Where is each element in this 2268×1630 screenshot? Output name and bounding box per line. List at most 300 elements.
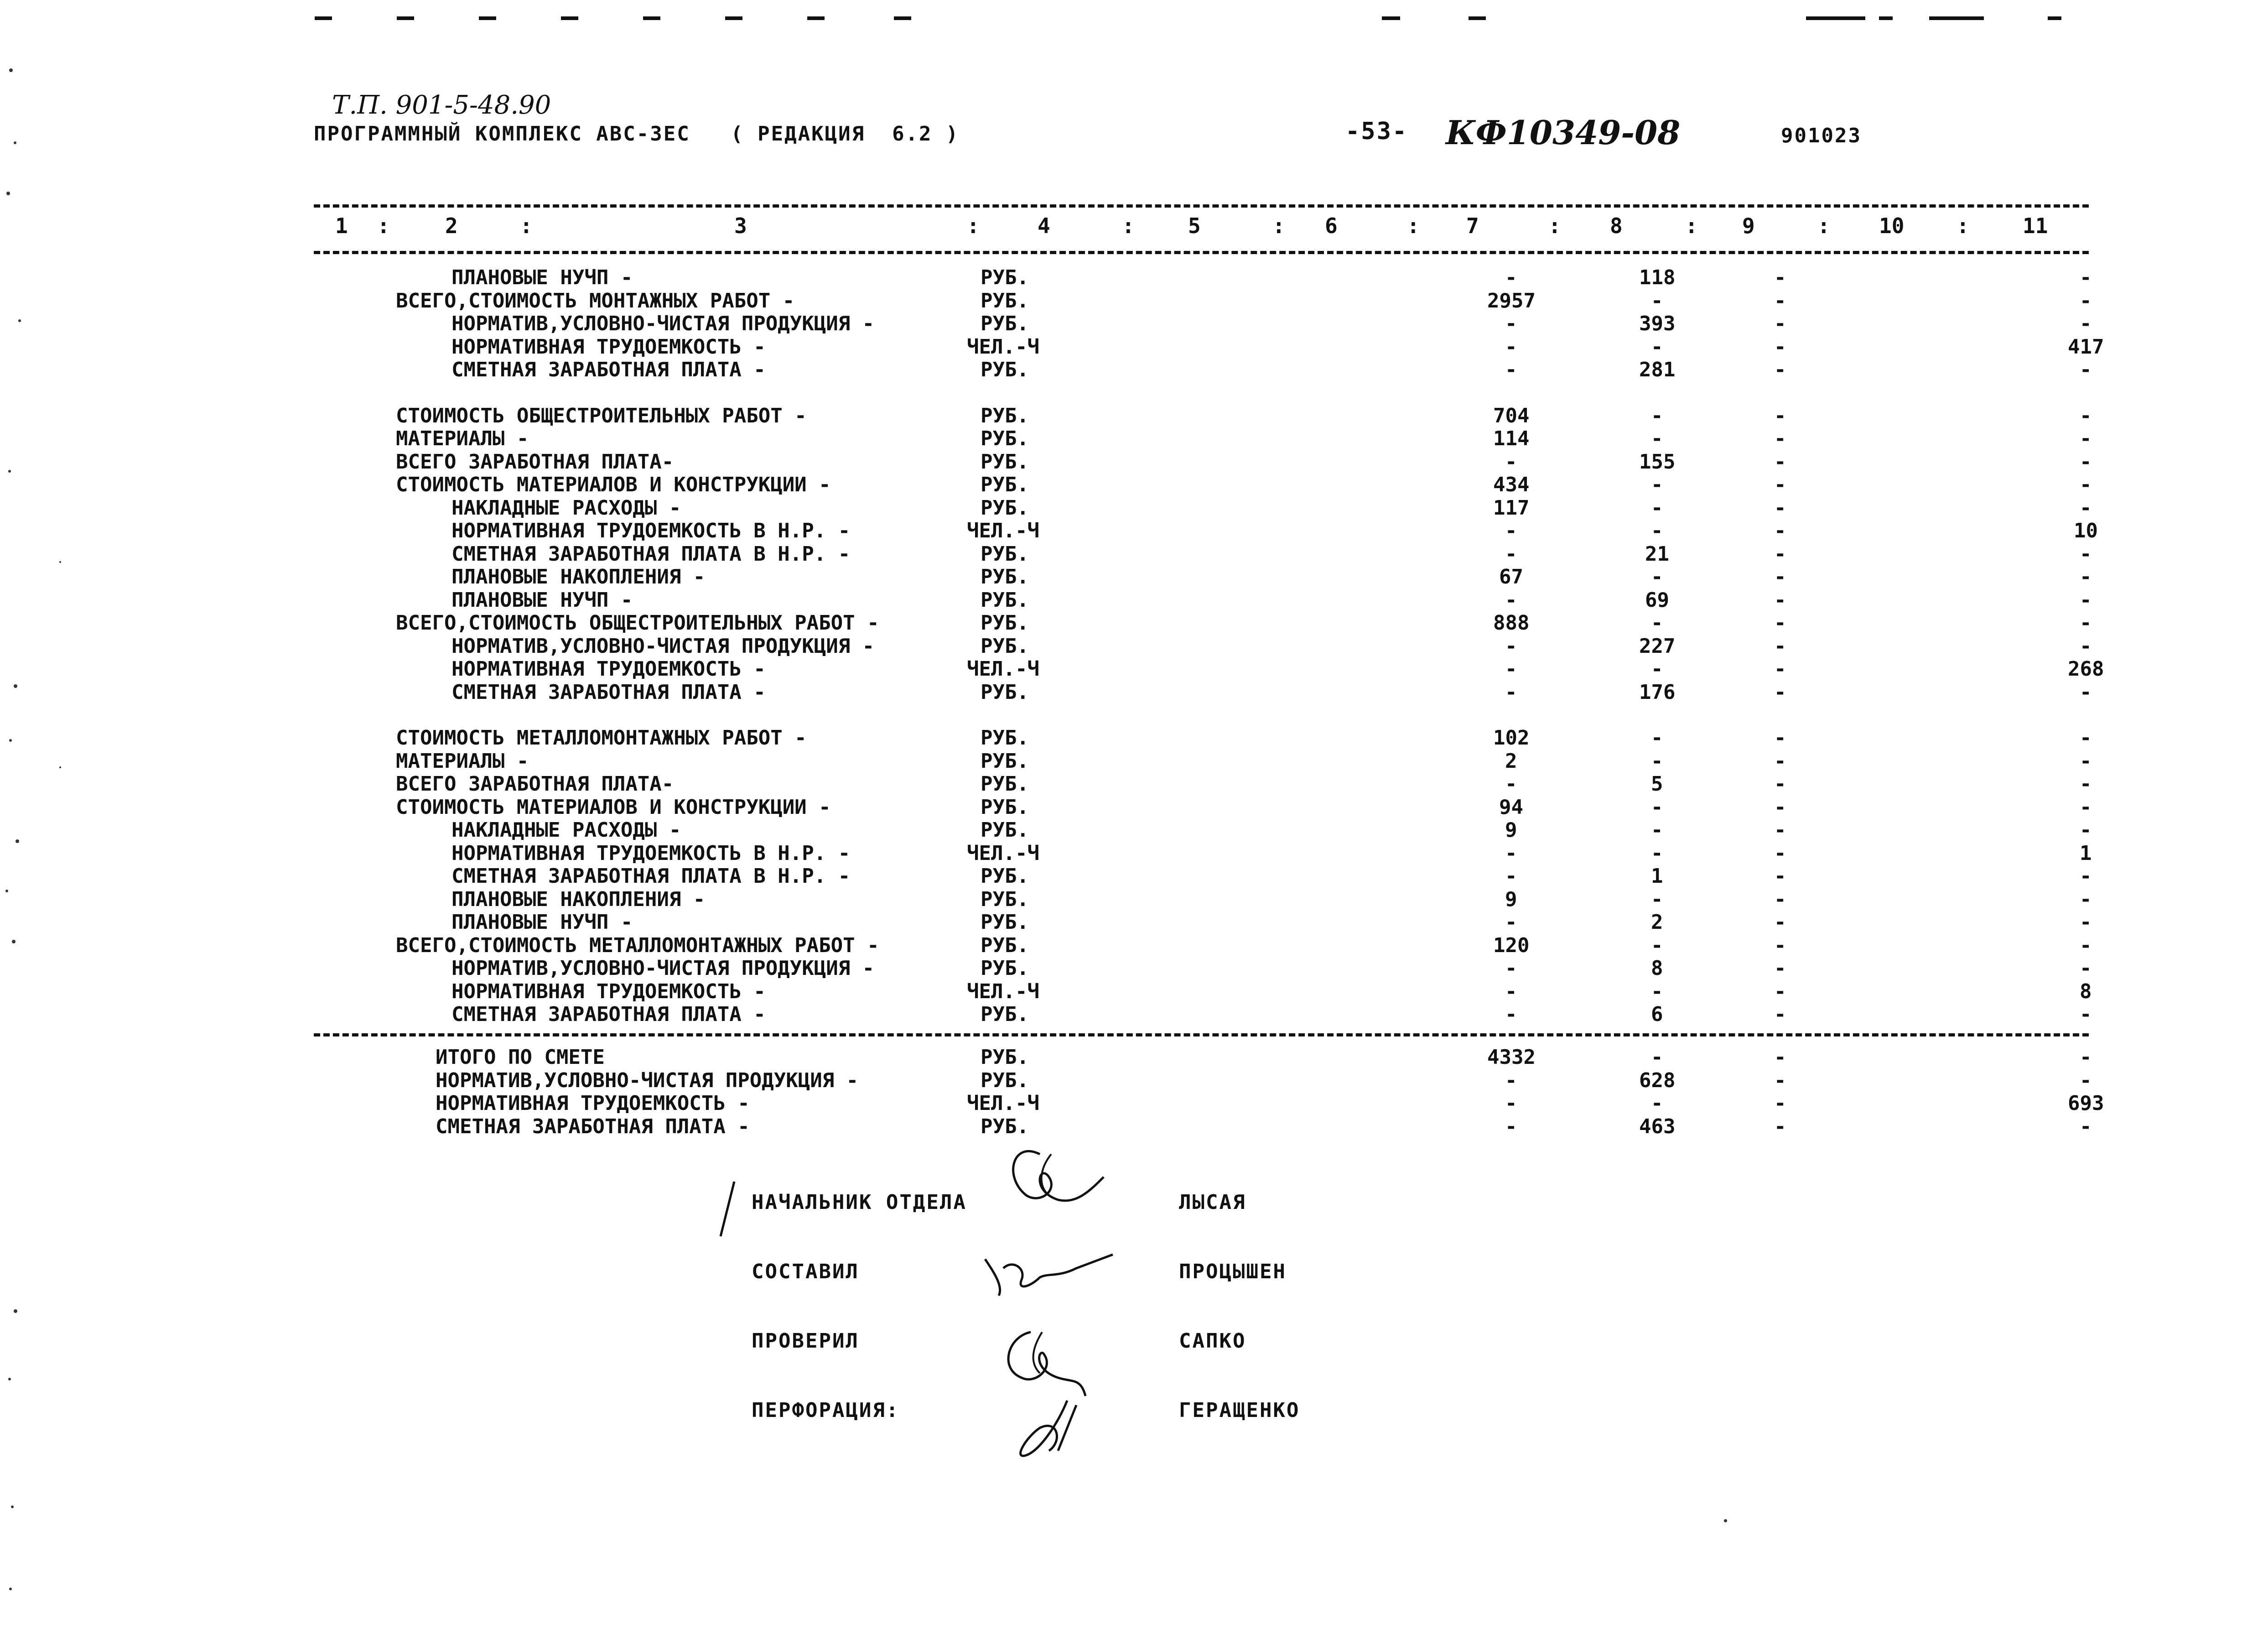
cell-col11: 268 [2068, 657, 2104, 681]
cell-col7: 9 [1505, 888, 1517, 911]
cell-col9: - [1774, 312, 1786, 335]
row-unit: РУБ. [981, 726, 1029, 750]
totals-label: НОРМАТИВ,УСЛОВНО-ЧИСТАЯ ПРОДУКЦИЯ - [436, 1069, 859, 1092]
cell-col7: - [1505, 450, 1517, 474]
cell-col9: - [1774, 473, 1786, 496]
row-unit: РУБ. [981, 588, 1029, 612]
cell-col7: - [1505, 957, 1517, 980]
cell-col11: - [2080, 289, 2092, 312]
cell-col8: - [1651, 289, 1663, 312]
cell-col11: - [2080, 312, 2092, 335]
row-unit: РУБ. [981, 911, 1029, 934]
cell-col11: - [2080, 750, 2092, 773]
cell-col8: - [1651, 427, 1663, 450]
totals-unit: РУБ. [981, 1046, 1029, 1069]
cell-col7: - [1505, 588, 1517, 612]
cell-col8: - [1651, 611, 1663, 635]
table-row [0, 289, 2268, 312]
perforation-dash [1879, 16, 1893, 20]
row-label: ВСЕГО,СТОИМОСТЬ ОБЩЕСТРОИТЕЛЬНЫХ РАБОТ - [396, 611, 879, 635]
perforation-dash [1806, 16, 1865, 20]
cell-col8: - [1651, 980, 1663, 1003]
row-unit: РУБ. [981, 358, 1029, 381]
cell-col11: - [2080, 450, 2092, 474]
row-unit: РУБ. [981, 427, 1029, 450]
cell-col7: 114 [1493, 427, 1530, 450]
row-unit: РУБ. [981, 888, 1029, 911]
row-label: СМЕТНАЯ ЗАРАБОТНАЯ ПЛАТА - [452, 1003, 766, 1026]
row-label: НАКЛАДНЫЕ РАСХОДЫ - [452, 818, 681, 842]
cell-col9: - [1774, 519, 1786, 542]
cell-col8: 628 [1639, 1069, 1676, 1092]
row-unit: ЧЕЛ.-Ч [967, 980, 1039, 1003]
table-row [0, 427, 2268, 450]
cell-col11: - [2080, 934, 2092, 957]
cell-col7: 94 [1499, 796, 1523, 819]
column-separator: : [1548, 214, 1561, 238]
column-separator: : [1272, 214, 1285, 238]
row-label: ВСЕГО,СТОИМОСТЬ МОНТАЖНЫХ РАБОТ - [396, 289, 795, 312]
column-header-7: 7 [1466, 214, 1479, 238]
cell-col7: - [1505, 266, 1517, 289]
signature-role: СОСТАВИЛ [752, 1260, 859, 1283]
cell-col7: - [1505, 980, 1517, 1003]
row-label: НАКЛАДНЫЕ РАСХОДЫ - [452, 496, 681, 520]
table-row [0, 726, 2268, 749]
column-separator: : [1122, 214, 1135, 238]
cell-col8: - [1651, 335, 1663, 359]
cell-col7: 888 [1493, 611, 1530, 635]
cell-col11: - [2080, 864, 2092, 888]
cell-col9: - [1774, 911, 1786, 934]
row-label: НОРМАТИВ,УСЛОВНО-ЧИСТАЯ ПРОДУКЦИЯ - [452, 957, 875, 980]
column-separator: : [1817, 214, 1830, 238]
totals-row [0, 1046, 2268, 1068]
cell-col9: - [1774, 1046, 1786, 1069]
cell-col7: 4332 [1487, 1046, 1536, 1069]
row-label: ПЛАНОВЫЕ НАКОПЛЕНИЯ - [452, 565, 706, 588]
column-header-11: 11 [2023, 214, 2048, 238]
perforation-dash [1929, 16, 1970, 20]
row-unit: ЧЕЛ.-Ч [967, 657, 1039, 681]
cell-col9: - [1774, 542, 1786, 566]
cell-col9: - [1774, 864, 1786, 888]
cell-col8: 5 [1651, 772, 1663, 796]
table-row [0, 450, 2268, 473]
cell-col9: - [1774, 335, 1786, 359]
speck [14, 141, 16, 144]
perforation-dash [807, 16, 825, 20]
cell-col11: - [2080, 611, 2092, 635]
row-unit: ЧЕЛ.-Ч [967, 842, 1039, 865]
row-label: ПЛАНОВЫЕ НУЧП - [452, 911, 633, 934]
cell-col8: 176 [1639, 681, 1676, 704]
page-number: -53- [1345, 118, 1408, 145]
cell-col8: 8 [1651, 957, 1663, 980]
column-header-10: 10 [1879, 214, 1905, 238]
perforation-dash [561, 16, 578, 20]
speck [14, 1309, 17, 1313]
handwritten-project-code: Т.П. 901-5-48.90 [332, 90, 551, 120]
perforation-dash [725, 16, 742, 20]
cell-col8: - [1651, 473, 1663, 496]
cell-col8: - [1651, 750, 1663, 773]
column-header-9: 9 [1742, 214, 1755, 238]
cell-col8: - [1651, 1046, 1663, 1069]
row-label: МАТЕРИАЛЫ - [396, 427, 529, 450]
table-row [0, 519, 2268, 542]
cell-col8: - [1651, 888, 1663, 911]
cell-col8: - [1651, 404, 1663, 427]
row-unit: РУБ. [981, 957, 1029, 980]
row-unit: РУБ. [981, 266, 1029, 289]
cell-col8: 21 [1645, 542, 1669, 566]
handwritten-document-number: КФ10349-08 [1446, 113, 1681, 152]
cell-col9: - [1774, 289, 1786, 312]
column-separator: : [1685, 214, 1698, 238]
cell-col8: 118 [1639, 266, 1676, 289]
totals-unit: РУБ. [981, 1115, 1029, 1138]
signature-name: САПКО [1179, 1329, 1246, 1353]
perforation-dash [479, 16, 496, 20]
table-row [0, 657, 2268, 680]
cell-col8: 6 [1651, 1003, 1663, 1026]
perforation-dash [397, 16, 414, 20]
table-row [0, 957, 2268, 979]
cell-col11: 10 [2074, 519, 2098, 542]
row-unit: РУБ. [981, 565, 1029, 588]
row-label: ПЛАНОВЫЕ НУЧП - [452, 588, 633, 612]
cell-col9: - [1774, 496, 1786, 520]
row-label: НОРМАТИВ,УСЛОВНО-ЧИСТАЯ ПРОДУКЦИЯ - [452, 312, 875, 335]
table-top-rule [314, 204, 2089, 208]
row-unit: РУБ. [981, 635, 1029, 658]
cell-col7: - [1505, 519, 1517, 542]
table-row [0, 565, 2268, 588]
cell-col7: - [1505, 1003, 1517, 1026]
row-unit: РУБ. [981, 289, 1029, 312]
table-row [0, 473, 2268, 496]
cell-col11: - [2080, 888, 2092, 911]
cell-col9: - [1774, 427, 1786, 450]
cell-col8: 227 [1639, 635, 1676, 658]
cell-col11: - [2080, 1115, 2092, 1138]
table-row [0, 934, 2268, 957]
cell-col8: 1 [1651, 864, 1663, 888]
cell-col11: - [2080, 496, 2092, 520]
row-label: ПЛАНОВЫЕ НАКОПЛЕНИЯ - [452, 888, 706, 911]
row-label: СТОИМОСТЬ МЕТАЛЛОМОНТАЖНЫХ РАБОТ - [396, 726, 807, 750]
cell-col9: - [1774, 934, 1786, 957]
table-row [0, 980, 2268, 1003]
cell-col11: - [2080, 542, 2092, 566]
cell-col8: - [1651, 934, 1663, 957]
cell-col11: 417 [2068, 335, 2104, 359]
table-row [0, 358, 2268, 381]
row-unit: РУБ. [981, 404, 1029, 427]
totals-row [0, 1092, 2268, 1114]
row-unit: РУБ. [981, 542, 1029, 566]
column-header-4: 4 [1038, 214, 1050, 238]
signature-name: ГЕРАЩЕНКО [1179, 1399, 1300, 1422]
row-unit: РУБ. [981, 796, 1029, 819]
signature-role: НАЧАЛЬНИК ОТДЕЛА [752, 1191, 967, 1214]
cell-col8: - [1651, 565, 1663, 588]
cell-col7: - [1505, 1092, 1517, 1115]
table-row [0, 864, 2268, 887]
table-row [0, 842, 2268, 864]
row-unit: РУБ. [981, 772, 1029, 796]
cell-col7: 2957 [1487, 289, 1536, 312]
table-row [0, 542, 2268, 565]
date-code: 901023 [1781, 124, 1862, 147]
cell-col9: - [1774, 1003, 1786, 1026]
table-totals-rule [314, 1033, 2089, 1036]
row-label: НОРМАТИВНАЯ ТРУДОЕМКОСТЬ - [452, 657, 766, 681]
perforation-dash [315, 16, 332, 20]
cell-col9: - [1774, 1092, 1786, 1115]
row-label: НОРМАТИВ,УСЛОВНО-ЧИСТАЯ ПРОДУКЦИЯ - [452, 635, 875, 658]
cell-col11: - [2080, 818, 2092, 842]
cell-col9: - [1774, 450, 1786, 474]
row-label: НОРМАТИВНАЯ ТРУДОЕМКОСТЬ В Н.Р. - [452, 519, 851, 542]
cell-col7: - [1505, 772, 1517, 796]
cell-col11: - [2080, 681, 2092, 704]
cell-col8: 2 [1651, 911, 1663, 934]
signature-role: ПЕРФОРАЦИЯ: [752, 1399, 900, 1422]
row-unit: РУБ. [981, 496, 1029, 520]
cell-col7: - [1505, 1069, 1517, 1092]
cell-col9: - [1774, 980, 1786, 1003]
cell-col11: - [2080, 266, 2092, 289]
cell-col7: 704 [1493, 404, 1530, 427]
cell-col7: - [1505, 312, 1517, 335]
table-row [0, 796, 2268, 818]
row-unit: РУБ. [981, 312, 1029, 335]
cell-col11: - [2080, 796, 2092, 819]
cell-col11: - [2080, 1069, 2092, 1092]
table-row [0, 266, 2268, 289]
cell-col7: - [1505, 542, 1517, 566]
row-unit: РУБ. [981, 864, 1029, 888]
speck [8, 1378, 11, 1380]
speck [9, 1588, 12, 1590]
row-label: ПЛАНОВЫЕ НУЧП - [452, 266, 633, 289]
cell-col9: - [1774, 588, 1786, 612]
perforation-dash [2048, 16, 2061, 20]
row-unit: РУБ. [981, 681, 1029, 704]
cell-col9: - [1774, 957, 1786, 980]
cell-col9: - [1774, 750, 1786, 773]
row-label: ВСЕГО ЗАРАБОТНАЯ ПЛАТА- [396, 772, 674, 796]
cell-col8: 69 [1645, 588, 1669, 612]
signature-name: ПРОЦЫШЕН [1179, 1260, 1287, 1283]
table-row [0, 611, 2268, 634]
row-label: СМЕТНАЯ ЗАРАБОТНАЯ ПЛАТА В Н.Р. - [452, 864, 851, 888]
perforation-dash [1382, 16, 1400, 20]
cell-col11: - [2080, 404, 2092, 427]
cell-col8: - [1651, 726, 1663, 750]
table-row [0, 635, 2268, 657]
cell-col8: 281 [1639, 358, 1676, 381]
cell-col9: - [1774, 657, 1786, 681]
cell-col7: - [1505, 657, 1517, 681]
totals-row [0, 1069, 2268, 1092]
row-unit: РУБ. [981, 750, 1029, 773]
table-header-rule [314, 251, 2089, 254]
program-line: ПРОГРАММНЫЙ КОМПЛЕКС АВС-3ЕС ( РЕДАКЦИЯ 6.2 ) [314, 122, 960, 146]
cell-col9: - [1774, 888, 1786, 911]
perforation-dash [1970, 16, 1984, 20]
perforation-dash [894, 16, 911, 20]
column-separator: : [520, 214, 533, 238]
column-separator: : [1407, 214, 1420, 238]
cell-col8: 463 [1639, 1115, 1676, 1138]
row-unit: РУБ. [981, 1003, 1029, 1026]
row-label: СМЕТНАЯ ЗАРАБОТНАЯ ПЛАТА В Н.Р. - [452, 542, 851, 566]
cell-col9: - [1774, 611, 1786, 635]
cell-col9: - [1774, 842, 1786, 865]
totals-unit: ЧЕЛ.-Ч [967, 1092, 1039, 1115]
totals-label: ИТОГО ПО СМЕТЕ [436, 1046, 605, 1069]
row-label: НОРМАТИВНАЯ ТРУДОЕМКОСТЬ - [452, 335, 766, 359]
cell-col7: 9 [1505, 818, 1517, 842]
cell-col7: 117 [1493, 496, 1530, 520]
cell-col11: 1 [2080, 842, 2092, 865]
cell-col8: 393 [1639, 312, 1676, 335]
row-label: СТОИМОСТЬ МАТЕРИАЛОВ И КОНСТРУКЦИИ - [396, 796, 831, 819]
perforation-dash [1469, 16, 1486, 20]
row-label: СТОИМОСТЬ ОБЩЕСТРОИТЕЛЬНЫХ РАБОТ - [396, 404, 807, 427]
column-separator: : [377, 214, 390, 238]
handwritten-signatures [711, 1122, 1149, 1478]
table-row [0, 818, 2268, 841]
cell-col8: - [1651, 657, 1663, 681]
signature-role: ПРОВЕРИЛ [752, 1329, 859, 1353]
cell-col11: - [2080, 427, 2092, 450]
cell-col11: - [2080, 726, 2092, 750]
column-separator: : [1957, 214, 1969, 238]
totals-label: СМЕТНАЯ ЗАРАБОТНАЯ ПЛАТА - [436, 1115, 750, 1138]
cell-col7: 434 [1493, 473, 1530, 496]
row-unit: ЧЕЛ.-Ч [967, 519, 1039, 542]
cell-col9: - [1774, 635, 1786, 658]
table-row [0, 888, 2268, 911]
cell-col11: - [2080, 957, 2092, 980]
cell-col9: - [1774, 681, 1786, 704]
cell-col8: - [1651, 796, 1663, 819]
cell-col9: - [1774, 404, 1786, 427]
cell-col9: - [1774, 726, 1786, 750]
cell-col11: - [2080, 588, 2092, 612]
table-row [0, 588, 2268, 611]
cell-col9: - [1774, 1115, 1786, 1138]
speck [11, 1505, 14, 1508]
table-row [0, 772, 2268, 795]
cell-col11: - [2080, 1046, 2092, 1069]
totals-label: НОРМАТИВНАЯ ТРУДОЕМКОСТЬ - [436, 1092, 750, 1115]
cell-col7: - [1505, 864, 1517, 888]
perforation-dash [643, 16, 660, 20]
cell-col9: - [1774, 818, 1786, 842]
table-row [0, 681, 2268, 703]
cell-col7: 2 [1505, 750, 1517, 773]
row-label: СМЕТНАЯ ЗАРАБОТНАЯ ПЛАТА - [452, 681, 766, 704]
row-unit: ЧЕЛ.-Ч [967, 335, 1039, 359]
cell-col8: 155 [1639, 450, 1676, 474]
cell-col9: - [1774, 565, 1786, 588]
row-label: ВСЕГО ЗАРАБОТНАЯ ПЛАТА- [396, 450, 674, 474]
cell-col8: - [1651, 842, 1663, 865]
cell-col9: - [1774, 772, 1786, 796]
cell-col11: 693 [2068, 1092, 2104, 1115]
cell-col11: - [2080, 635, 2092, 658]
cell-col8: - [1651, 496, 1663, 520]
column-header-1: 1 [335, 214, 348, 238]
column-header-2: 2 [445, 214, 458, 238]
table-row [0, 496, 2268, 519]
cell-col11: - [2080, 911, 2092, 934]
table-row [0, 404, 2268, 427]
cell-col7: 67 [1499, 565, 1523, 588]
row-label: ВСЕГО,СТОИМОСТЬ МЕТАЛЛОМОНТАЖНЫХ РАБОТ - [396, 934, 879, 957]
cell-col7: - [1505, 335, 1517, 359]
cell-col8: - [1651, 1092, 1663, 1115]
speck [1724, 1519, 1727, 1522]
table-row [0, 312, 2268, 335]
table-row [0, 335, 2268, 358]
table-row [0, 1003, 2268, 1026]
column-header-8: 8 [1610, 214, 1623, 238]
cell-col11: - [2080, 358, 2092, 381]
row-unit: РУБ. [981, 473, 1029, 496]
row-unit: РУБ. [981, 934, 1029, 957]
cell-col7: 120 [1493, 934, 1530, 957]
row-unit: РУБ. [981, 818, 1029, 842]
cell-col7: 102 [1493, 726, 1530, 750]
column-header-3: 3 [734, 214, 747, 238]
table-row [0, 750, 2268, 772]
cell-col9: - [1774, 358, 1786, 381]
row-label: МАТЕРИАЛЫ - [396, 750, 529, 773]
row-label: НОРМАТИВНАЯ ТРУДОЕМКОСТЬ - [452, 980, 766, 1003]
cell-col8: - [1651, 519, 1663, 542]
cell-col11: - [2080, 473, 2092, 496]
cell-col11: - [2080, 1003, 2092, 1026]
column-header-5: 5 [1188, 214, 1201, 238]
cell-col7: - [1505, 635, 1517, 658]
row-label: НОРМАТИВНАЯ ТРУДОЕМКОСТЬ В Н.Р. - [452, 842, 851, 865]
cell-col7: - [1505, 681, 1517, 704]
row-label: СТОИМОСТЬ МАТЕРИАЛОВ И КОНСТРУКЦИИ - [396, 473, 831, 496]
cell-col11: 8 [2080, 980, 2092, 1003]
cell-col8: - [1651, 818, 1663, 842]
speck [6, 192, 10, 195]
cell-col9: - [1774, 796, 1786, 819]
row-label: СМЕТНАЯ ЗАРАБОТНАЯ ПЛАТА - [452, 358, 766, 381]
row-unit: РУБ. [981, 450, 1029, 474]
speck [9, 68, 13, 72]
table-row [0, 911, 2268, 933]
totals-unit: РУБ. [981, 1069, 1029, 1092]
cell-col7: - [1505, 911, 1517, 934]
cell-col7: - [1505, 1115, 1517, 1138]
cell-col9: - [1774, 266, 1786, 289]
signature-name: ЛЫСАЯ [1179, 1191, 1246, 1214]
cell-col7: - [1505, 842, 1517, 865]
cell-col9: - [1774, 1069, 1786, 1092]
column-separator: : [967, 214, 980, 238]
